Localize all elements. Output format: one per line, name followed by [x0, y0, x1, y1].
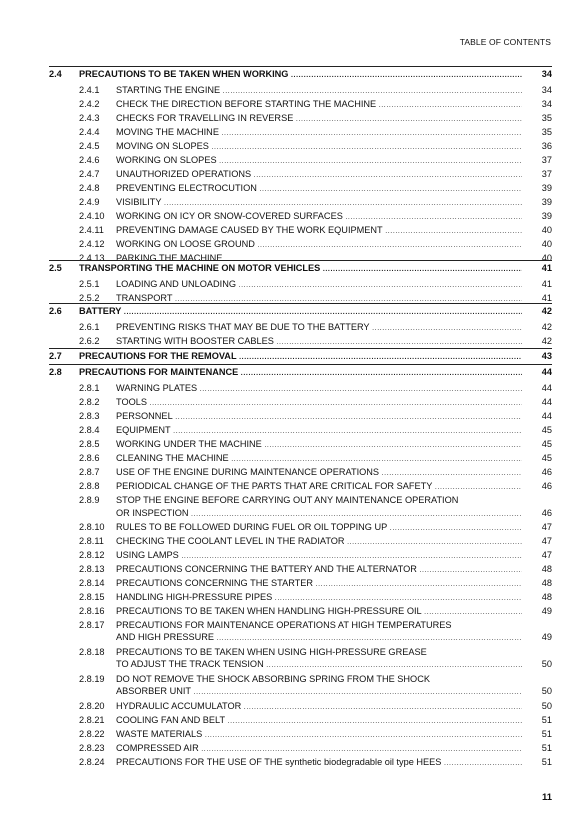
entry-number: 2.8.14 [79, 577, 105, 588]
entry-number: 2.8.6 [79, 453, 100, 464]
entry-title-continued: TO ADJUST THE TRACK TENSION ..... [116, 659, 522, 671]
section-page: 34 [541, 69, 552, 79]
entry-title: PRECAUTIONS FOR MAINTENANCE OPERATIONS AT HIGH TEMPERATURES [116, 619, 452, 630]
section-title: PRECAUTIONS TO BE TAKEN WHEN WORKING ..... [79, 69, 522, 81]
entry-title: PREVENTING DAMAGE CAUSED BY THE WORK EQUIPMENT ..... [116, 225, 522, 237]
entry-page: 34 [541, 99, 552, 110]
entry-number: 2.4.4 [79, 127, 100, 138]
entry-number: 2.8.13 [79, 563, 105, 574]
entry-number: 2.8.22 [79, 728, 105, 739]
entry-number: 2.8.17 [79, 619, 105, 630]
entry-title: PRECAUTIONS FOR THE USE OF THE synthetic biodegradable oil type HEES ..... [116, 757, 522, 769]
entry-number: 2.4.9 [79, 197, 100, 208]
entry-number: 2.8.4 [79, 425, 100, 436]
entry-title: RULES TO BE FOLLOWED DURING FUEL OR OIL TOPPING UP ..... [116, 522, 522, 534]
entry-title: PERIODICAL CHANGE OF THE PARTS THAT ARE CRITICAL FOR SAFETY ..... [116, 481, 522, 493]
entry-number: 2.8.15 [79, 591, 105, 602]
entry-title: EQUIPMENT ..... [116, 425, 522, 437]
entry-page: 39 [541, 183, 552, 194]
entry-page: 51 [541, 756, 552, 767]
entry-number: 2.8.12 [79, 549, 105, 560]
entry-page: 46 [541, 481, 552, 492]
entry-number: 2.6.2 [79, 336, 100, 347]
entry-title: LOADING AND UNLOADING ..... [116, 279, 522, 291]
entry-title: MOVING ON SLOPES ..... [116, 141, 522, 153]
section-title: PRECAUTIONS FOR MAINTENANCE ..... [79, 367, 522, 379]
entry-page: 39 [541, 211, 552, 221]
entry-page: 50 [541, 700, 552, 711]
entry-title: DO NOT REMOVE THE SHOCK ABSORBING SPRING FROM THE SHOCK [116, 673, 430, 684]
entry-number: 2.8.23 [79, 742, 105, 753]
entry-title: PREVENTING RISKS THAT MAY BE DUE TO THE BATTERY ..... [116, 322, 522, 334]
section-title: BATTERY ..... [79, 306, 522, 318]
section-title: PRECAUTIONS FOR THE REMOVAL ..... [79, 351, 522, 363]
section-number: 2.7 [49, 351, 62, 361]
entry-page: 49 [541, 605, 552, 616]
entry-number: 2.4.6 [79, 155, 100, 166]
entry-number: 2.4.8 [79, 183, 100, 194]
entry-number: 2.8.3 [79, 411, 100, 422]
entry-page: 49 [541, 632, 552, 643]
section-page: 44 [541, 367, 552, 377]
entry-title: TOOLS ..... [116, 397, 522, 409]
entry-number: 2.4.11 [79, 224, 104, 235]
entry-page: 47 [541, 536, 552, 546]
entry-page: 42 [541, 336, 552, 347]
entry-title: WORKING ON SLOPES ..... [116, 155, 522, 167]
section-number: 2.6 [49, 306, 62, 316]
entry-page: 44 [541, 383, 552, 394]
entry-number: 2.8.18 [79, 646, 105, 657]
entry-page: 47 [541, 549, 552, 560]
entry-title: HYDRAULIC ACCUMULATOR ..... [116, 701, 522, 713]
entry-title: HANDLING HIGH-PRESSURE PIPES ..... [116, 592, 522, 604]
divider-rule [49, 303, 552, 304]
section-number: 2.8 [49, 367, 62, 377]
entry-title: PRECAUTIONS CONCERNING THE BATTERY AND THE ALTERNATOR ..... [116, 564, 522, 576]
entry-number: 2.8.19 [79, 673, 105, 684]
entry-page: 41 [541, 293, 552, 304]
entry-number: 2.8.24 [79, 756, 105, 767]
divider-rule [49, 348, 552, 349]
entry-title: USING LAMPS ..... [116, 550, 522, 562]
page-header: TABLE OF CONTENTS [459, 37, 551, 47]
entry-title: WARNING PLATES ..... [116, 383, 522, 395]
entry-title: CHECKS FOR TRAVELLING IN REVERSE ..... [116, 113, 522, 125]
entry-number: 2.4.12 [79, 238, 105, 249]
entry-page: 47 [541, 522, 552, 533]
entry-number: 2.4.3 [79, 113, 100, 124]
entry-number: 2.8.9 [79, 495, 100, 506]
entry-page: 51 [541, 742, 552, 753]
entry-title: STARTING WITH BOOSTER CABLES ..... [116, 336, 522, 348]
entry-number: 2.8.1 [79, 383, 100, 394]
divider-rule [49, 260, 552, 261]
divider-rule [49, 66, 552, 67]
section-page: 42 [541, 306, 552, 316]
section-page: 43 [541, 351, 552, 361]
entry-title: VISIBILITY ..... [116, 197, 522, 209]
entry-title: WORKING ON ICY OR SNOW-COVERED SURFACES ..... [116, 211, 522, 223]
entry-title: TRANSPORT ..... [116, 293, 522, 305]
section-title: TRANSPORTING THE MACHINE ON MOTOR VEHICLES ..... [79, 263, 522, 275]
entry-page: 35 [541, 127, 552, 138]
entry-page: 45 [541, 453, 552, 464]
entry-title-continued: OR INSPECTION ..... [116, 508, 522, 520]
entry-title: CHECK THE DIRECTION BEFORE STARTING THE MACHINE ..... [116, 99, 522, 111]
entry-title: CLEANING THE MACHINE ..... [116, 453, 522, 465]
entry-number: 2.4.2 [79, 99, 100, 110]
section-number: 2.5 [49, 263, 62, 273]
entry-page: 40 [541, 238, 552, 249]
entry-number: 2.8.10 [79, 522, 105, 533]
entry-page: 51 [541, 714, 552, 725]
entry-page: 40 [541, 224, 552, 235]
entry-number: 2.4.5 [79, 141, 100, 152]
entry-title: WORKING UNDER THE MACHINE ..... [116, 439, 522, 451]
entry-number: 2.8.2 [79, 397, 100, 408]
entry-number: 2.6.1 [79, 322, 100, 333]
entry-title: STARTING THE ENGINE ..... [116, 85, 522, 97]
entry-page: 44 [541, 397, 552, 408]
entry-title: COMPRESSED AIR ..... [116, 743, 522, 755]
entry-page: 40 [541, 252, 552, 263]
entry-page: 51 [541, 728, 552, 739]
entry-title: WORKING ON LOOSE GROUND ..... [116, 239, 522, 251]
divider-rule [49, 364, 552, 365]
entry-number: 2.8.20 [79, 700, 105, 711]
entry-number: 2.5.1 [79, 279, 100, 290]
section-page: 41 [541, 263, 552, 273]
entry-page: 46 [541, 507, 552, 518]
entry-page: 36 [541, 141, 552, 152]
entry-page: 48 [541, 563, 552, 574]
entry-title: WASTE MATERIALS ..... [116, 729, 522, 741]
entry-title: CHECKING THE COOLANT LEVEL IN THE RADIATOR ..... [116, 536, 522, 548]
entry-number: 2.8.21 [79, 714, 105, 725]
entry-title: PREVENTING ELECTROCUTION ..... [116, 183, 522, 195]
entry-number: 2.8.5 [79, 439, 100, 450]
entry-number: 2.4.7 [79, 169, 100, 180]
entry-page: 34 [541, 85, 552, 96]
entry-page: 39 [541, 197, 552, 208]
entry-number: 2.8.8 [79, 481, 100, 492]
entry-title: STOP THE ENGINE BEFORE CARRYING OUT ANY MAINTENANCE OPERATION [116, 495, 459, 506]
entry-page: 46 [541, 467, 552, 478]
entry-title: PRECAUTIONS TO BE TAKEN WHEN USING HIGH-PRESSURE GREASE [116, 646, 427, 657]
entry-number: 2.4.1 [79, 85, 100, 96]
entry-page: 48 [541, 591, 552, 602]
entry-number: 2.4.10 [79, 211, 105, 221]
entry-page: 45 [541, 439, 552, 450]
entry-title-continued: AND HIGH PRESSURE ..... [116, 632, 522, 644]
entry-page: 37 [541, 155, 552, 166]
entry-page: 50 [541, 659, 552, 670]
entry-number: 2.8.7 [79, 467, 100, 478]
entry-title: COOLING FAN AND BELT ..... [116, 715, 522, 727]
entry-title: USE OF THE ENGINE DURING MAINTENANCE OPERATIONS ..... [116, 467, 522, 479]
entry-title: UNAUTHORIZED OPERATIONS ..... [116, 169, 522, 181]
entry-page: 42 [541, 322, 552, 333]
entry-number: 2.8.11 [79, 536, 104, 546]
page-number: 11 [541, 792, 552, 803]
entry-page: 35 [541, 113, 552, 124]
entry-page: 37 [541, 169, 552, 180]
entry-number: 2.5.2 [79, 293, 100, 304]
entry-page: 45 [541, 425, 552, 436]
section-number: 2.4 [49, 69, 62, 79]
entry-title: MOVING THE MACHINE ..... [116, 127, 522, 139]
entry-page: 50 [541, 686, 552, 697]
entry-title-continued: ABSORBER UNIT ..... [116, 686, 522, 698]
entry-title: PARKING THE MACHINE ..... [116, 253, 522, 265]
entry-page: 48 [541, 577, 552, 588]
entry-number: 2.8.16 [79, 605, 105, 616]
entry-number: 2.4.13 [79, 252, 105, 263]
entry-title: PRECAUTIONS TO BE TAKEN WHEN HANDLING HIGH-PRESSURE OIL ..... [116, 606, 522, 618]
entry-page: 44 [541, 411, 552, 422]
entry-title: PERSONNEL ..... [116, 411, 522, 423]
entry-title: PRECAUTIONS CONCERNING THE STARTER ..... [116, 578, 522, 590]
entry-page: 41 [541, 279, 552, 290]
